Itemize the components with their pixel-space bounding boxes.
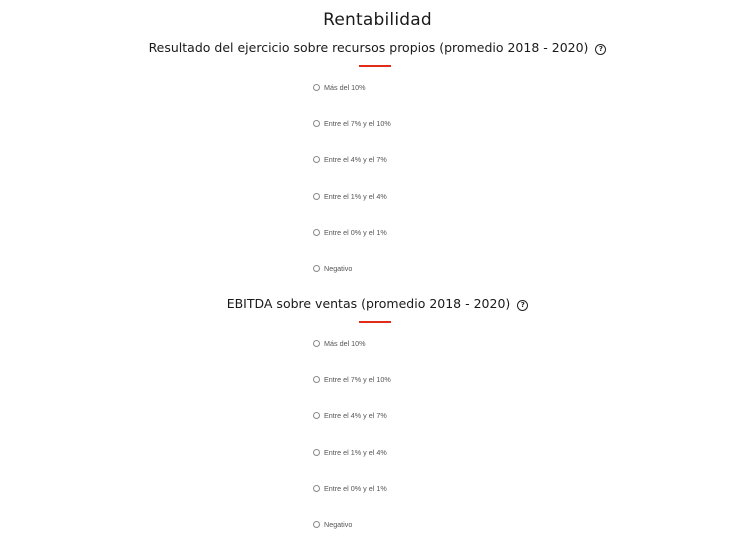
radio-button[interactable]: [313, 193, 320, 200]
radio-option[interactable]: [313, 409, 387, 421]
radio-option-label: Entre el 4% y el 7%: [324, 410, 387, 420]
radio-button[interactable]: [313, 412, 320, 419]
question-title-text: EBITDA sobre ventas (promedio 2018 - 2020): [226, 296, 511, 311]
radio-option[interactable]: [313, 373, 391, 385]
radio-option-label: Entre el 7% y el 10%: [324, 118, 391, 128]
radio-option[interactable]: [313, 81, 366, 93]
question-title-ebitda: [0, 296, 755, 311]
radio-option[interactable]: [313, 190, 387, 202]
radio-option[interactable]: [313, 337, 366, 349]
radio-button[interactable]: [313, 156, 320, 163]
radio-option-label: Entre el 0% y el 1%: [324, 483, 387, 493]
radio-option-label: Entre el 0% y el 1%: [324, 227, 387, 237]
question-title-roe: [0, 40, 755, 55]
radio-button[interactable]: [313, 449, 320, 456]
radio-option[interactable]: [313, 446, 387, 458]
question-title-text: Resultado del ejercicio sobre recursos propios (promedio 2018 - 2020): [148, 40, 589, 55]
radio-button[interactable]: [313, 120, 320, 127]
radio-option-label: Entre el 7% y el 10%: [324, 374, 391, 384]
radio-button[interactable]: [313, 340, 320, 347]
radio-option-label: Más del 10%: [324, 82, 366, 92]
radio-option-label: Negativo: [324, 519, 353, 529]
radio-option[interactable]: [313, 226, 387, 238]
section-divider: [359, 321, 391, 323]
radio-button[interactable]: [313, 485, 320, 492]
help-icon[interactable]: ?: [595, 44, 606, 55]
page-title: Rentabilidad: [323, 10, 432, 30]
radio-option[interactable]: [313, 518, 352, 530]
radio-option-label: Entre el 1% y el 4%: [324, 191, 387, 201]
radio-option[interactable]: [313, 482, 387, 494]
radio-option-label: Entre el 1% y el 4%: [324, 447, 387, 457]
radio-button[interactable]: [313, 376, 320, 383]
radio-button[interactable]: [313, 265, 320, 272]
radio-option-label: Negativo: [324, 263, 353, 273]
radio-button[interactable]: [313, 84, 320, 91]
radio-button[interactable]: [313, 229, 320, 236]
radio-option[interactable]: [313, 262, 352, 274]
help-icon[interactable]: ?: [517, 300, 528, 311]
section-divider: [359, 65, 391, 67]
radio-option-label: Más del 10%: [324, 338, 366, 348]
radio-option[interactable]: [313, 117, 391, 129]
radio-option[interactable]: [313, 153, 387, 165]
radio-option-label: Entre el 4% y el 7%: [324, 154, 387, 164]
radio-button[interactable]: [313, 521, 320, 528]
